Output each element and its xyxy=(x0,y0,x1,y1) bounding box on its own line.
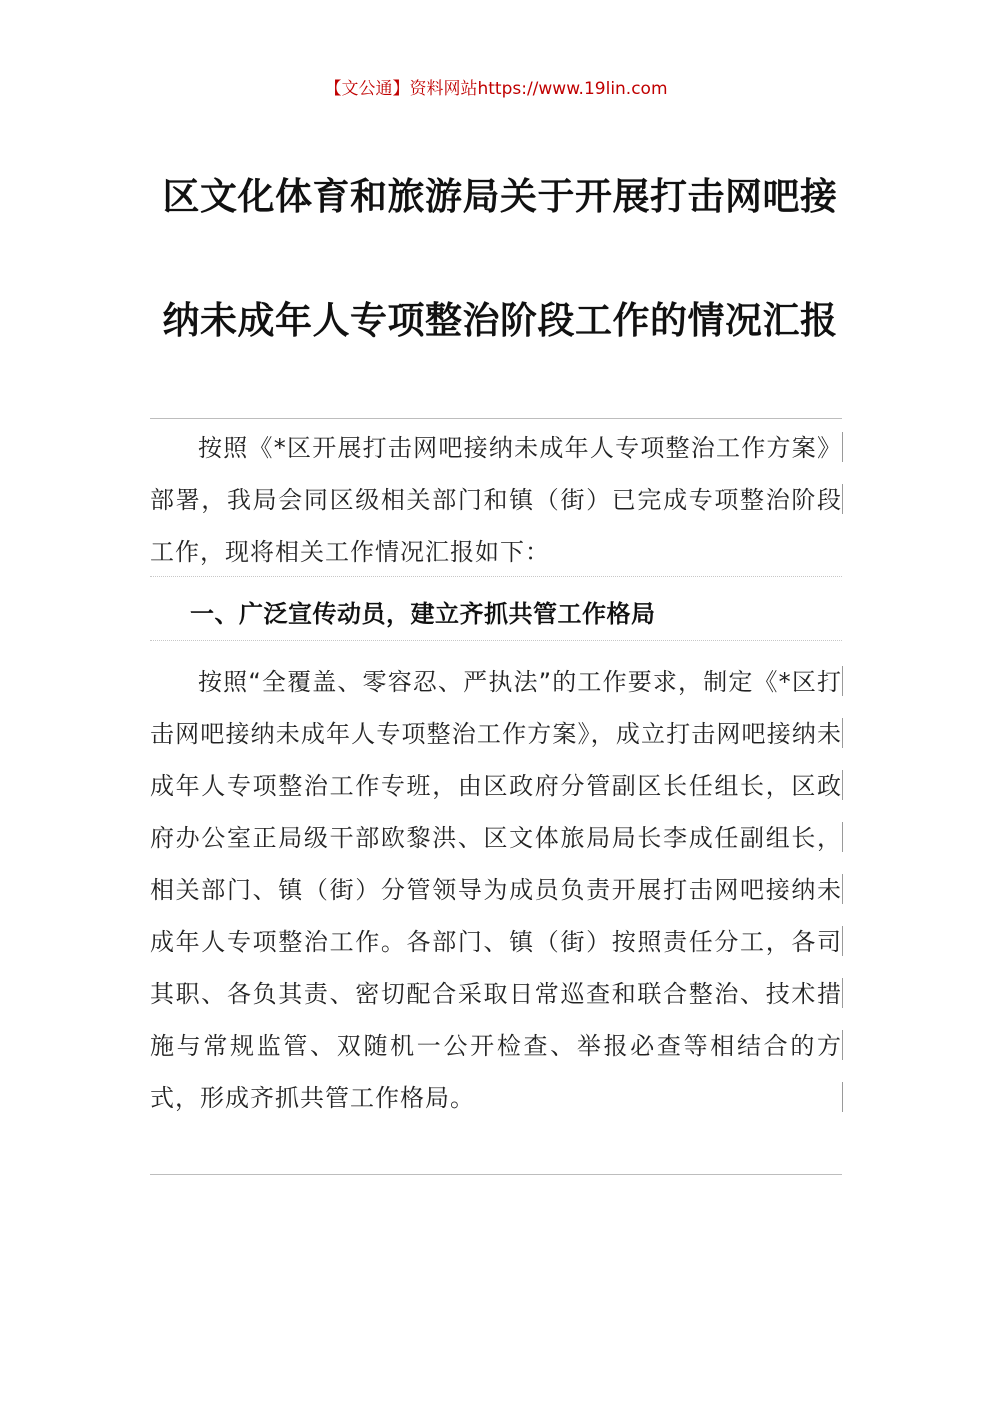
margin-mark xyxy=(842,978,843,1008)
section-heading: 一、广泛宣传动员，建立齐抓共管工作格局 xyxy=(190,600,656,628)
margin-mark xyxy=(842,666,843,696)
site-watermark-header: 【文公通】资料网站https://www.19lin.com xyxy=(324,79,668,99)
margin-mark xyxy=(842,484,843,514)
divider xyxy=(150,576,842,577)
margin-mark xyxy=(842,432,843,462)
document-body xyxy=(150,418,842,1175)
margin-mark xyxy=(842,874,843,904)
divider xyxy=(150,640,842,641)
document-title-line-2: 纳未成年人专项整治阶段工作的情况汇报 xyxy=(162,299,838,342)
margin-mark xyxy=(842,822,843,852)
document-title-line-1: 区文化体育和旅游局关于开展打击网吧接 xyxy=(162,175,838,218)
intro-paragraph: 按照《*区开展打击网吧接纳未成年人专项整治工作方案》部署，我局会同区级相关部门和镇（街）已完成专项整治阶段工作，现将相关工作情况汇报如下： xyxy=(150,434,842,566)
margin-mark xyxy=(842,1082,843,1112)
margin-mark xyxy=(842,1030,843,1060)
body-paragraph: 按照“全覆盖、零容忍、严执法”的工作要求，制定《*区打击网吧接纳未成年人专项整治工作方案》，成立打击网吧接纳未成年人专项整治工作专班，由区政府分管副区长任组长，区政府办公室正局级干部欧黎洪、区文体旅局局长李成任副组长，相关部门、镇（街）分管领导为成员负责开展打击网吧接纳未成年人专项整治工作。各部门、镇（街）按照责任分工，各司其职、各负其责、密切配合采取日常巡查和联合整治、技术措施与常规监管、双随机一公开检查、举报必查等相结合的方式，形成齐抓共管工作格局。 xyxy=(150,668,842,1112)
margin-mark xyxy=(842,770,843,800)
top-rule xyxy=(150,418,842,419)
margin-mark xyxy=(842,718,843,748)
bottom-rule xyxy=(150,1174,842,1175)
margin-mark xyxy=(842,926,843,956)
